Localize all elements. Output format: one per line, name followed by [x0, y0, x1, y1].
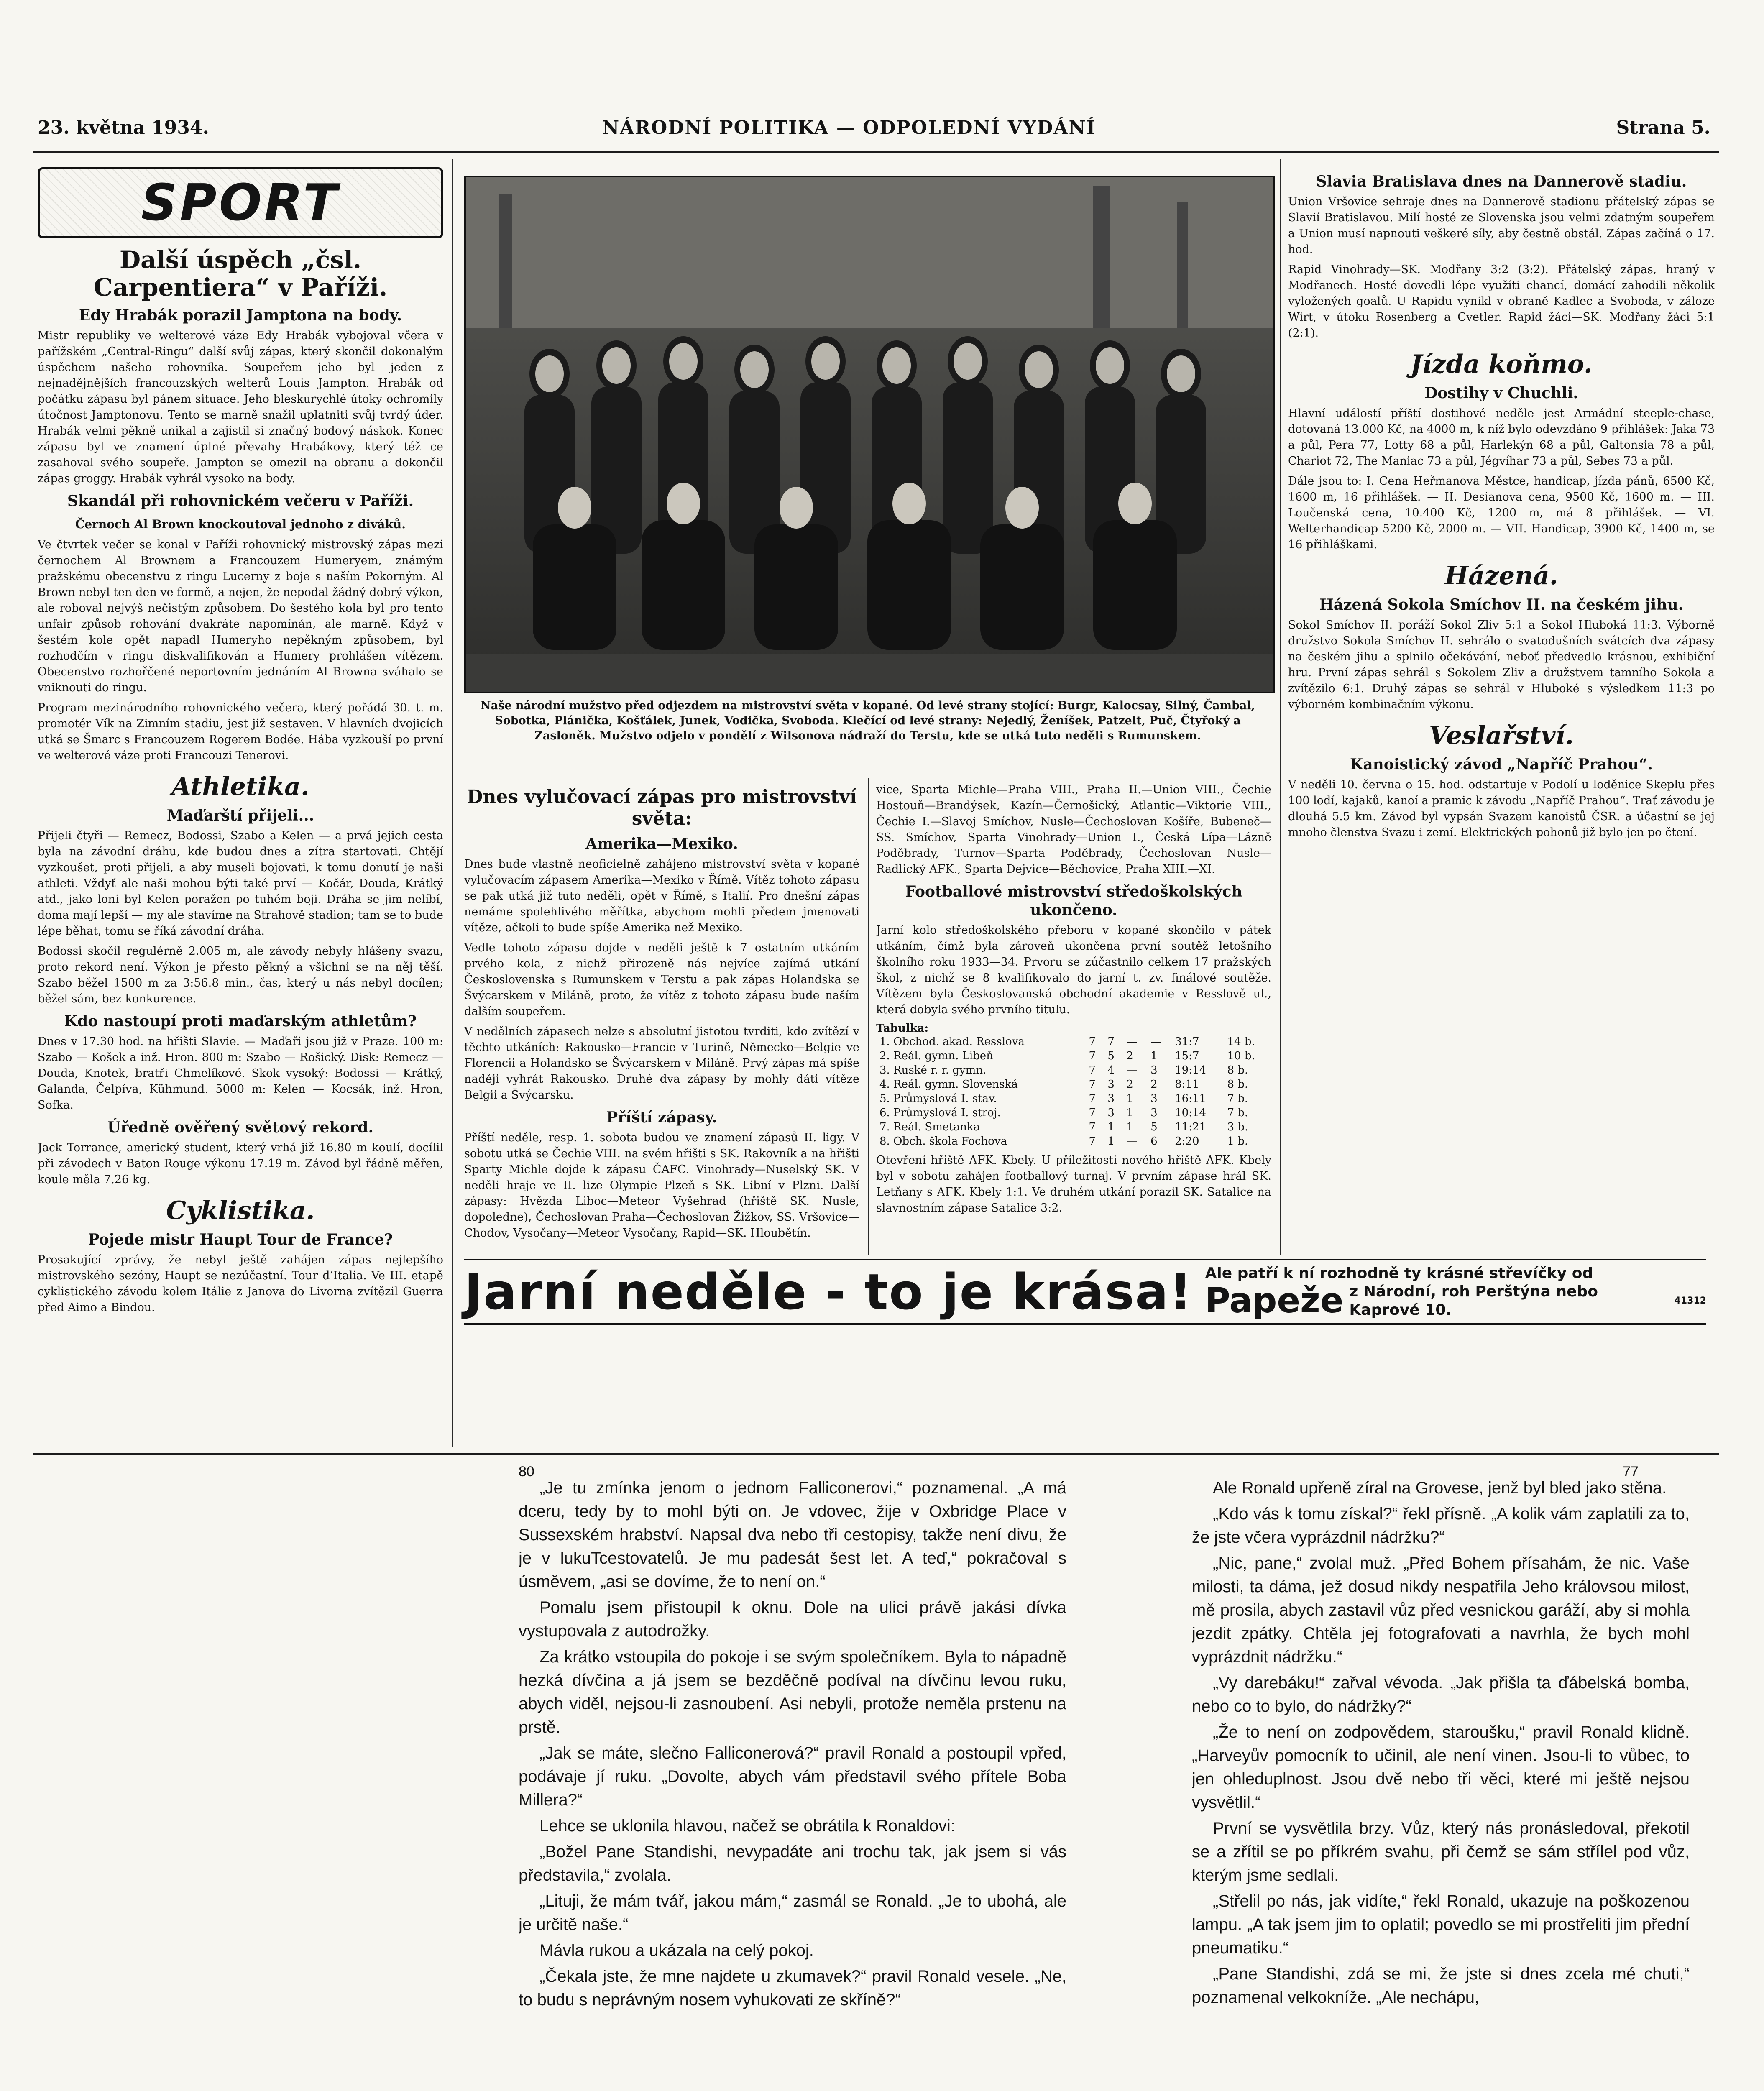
article-body: Jarní kolo středoškolského přeboru v kopané skončilo v pátek utkáním, čímž byla zároveň ukončena první soutěž letošního školního roku 1933—34. Prvoru se zúčastnilo celkem 17 pražských škol, z nichž se 8 kvalifikovalo do jarní t. zv. finálové soutěže. Vítězem byla Českoslovanská obchodní akademie v Resslově ul., která dobyla svého prvního titulu.: [876, 924, 1271, 1016]
table-cell: 2: [1150, 1078, 1158, 1091]
novel-paragraph: První se vysvětlila brzy. Vůz, který nás pronásledoval, překotil se a zřítil se po příkrém svahu, při čemž se sám střílel pod vůz, kterým jsme sedlali.: [1192, 1819, 1690, 1884]
novel-paragraph: „Lituji, že mám tvář, jakou mám,“ zasmál se Ronald. „Je to ubohá, ale je určitě naše.“: [519, 1892, 1066, 1934]
table-row: [876, 1049, 1271, 1063]
table-cell: 5: [1150, 1121, 1158, 1133]
article-body: Sokol Smíchov II. poráží Sokol Zliv 5:1 a Sokol Hluboká 11:3. Výborně družstvo Sokola Smíchov II. sehrálo o svatodušních svátcích dva zápasy na českém jihu a splnilo očekávání, neboť předvedlo krásnou, exhibiční hru. První zápas sehrál s Sokolem Zliv a družstvem tamního Sokola a zvítězilo 6:1. Druhý zápas se sehrál v Hluboké s výsledkem 11:3 po výborném kombinačním výkonu.: [1288, 619, 1715, 711]
table-cell: 1: [1126, 1092, 1133, 1105]
article-body: Ve čtvrtek večer se konal v Paříži rohovnický mistrovský zápas mezi černochem Al Brownem a Francouzem Humeryem, známým pražskému obecenstvu z ringu Lucerny z boje s naším Pokorným. Al Brown nebyl ten den ve formě, a nejen, že nepodal žádný dobrý výkon, ale roboval nejvýš nečistým způsobem. Do šestého kola byl pro tento unfair způsob rohování dvakráte napomínán, ale marně. Když v šestém kole opět napadl Humeryho nepěkným způsobem, byl rozhodčím v ringu diskvalifikován a Humery prohlášen vítězem. Obecenstvo rozhořčené neportovním jednáním Al Browna sváhalo se vniknouti do ringu.: [38, 538, 443, 694]
table-cell: 7: [1089, 1064, 1096, 1076]
article-subheadline: Maďarští přijeli...: [166, 807, 314, 824]
article-body: Příští neděle, resp. 1. sobota budou ve znamení zápasů II. ligy. V sobotu utká se Čechie VIII. na svém hřišti s SK. Rakovník a na hřišti Sparty Michle dojde k zápasu ČAFC. Vinohrady—Nuselský SK. V neděli hraje ve II. lize Olympie Plzeň s SK. Libní v Plzni. Další zápasy: Hvězda Liboc—Meteor Vyšehrad (hřiště SK. Nusle, dopoledne), Čechoslovan Praha—Čechoslovan Žižkov, SS. Vršovice—Chodov, Vysočany—Meteor Vysočany, Rapid—SK. Hloubětín.: [464, 1131, 859, 1240]
table-cell: 11:21: [1175, 1121, 1207, 1133]
table-row: [876, 1063, 1271, 1077]
table-cell: 7: [1089, 1035, 1096, 1048]
article-subheadline: Černoch Al Brown knockoutoval jednoho z diváků.: [75, 517, 406, 531]
table-cell: 1: [1126, 1121, 1133, 1133]
column-divider: [1280, 159, 1281, 1255]
table-cell: 2: [1126, 1078, 1133, 1091]
left-column: [38, 167, 443, 1447]
table-cell: 6. Průmyslová I. stroj.: [879, 1107, 1001, 1119]
section-heading-horse-riding: Jízda koňmo.: [1410, 350, 1593, 379]
section-heading-handball: Házená.: [1444, 561, 1558, 590]
table-cell: 14 b.: [1227, 1035, 1255, 1048]
center-right-column: [876, 782, 1271, 1250]
section-heading-athletics: Athletika.: [171, 772, 309, 801]
table-cell: 10:14: [1175, 1107, 1207, 1119]
novel-paragraph: „Nic, pane,“ zvolal muž. „Před Bohem přísahám, že nic. Vaše milosti, ta dáma, jež dosud nikdy nespatřila Jeho královsou milost, mě prosila, abych zastavil vůz před vesnickou garáží, aby si mohla jezdit zpátky. Chtěla jej fotografovati a navrhla, že bych mohl vyprázdnit nádržku.“: [1192, 1554, 1690, 1666]
table-cell: 6: [1150, 1135, 1158, 1148]
article-body: V neděli 10. června o 15. hod. odstartuje v Podolí u loděnice Skeplu přes 100 lodí, kajaků, kanoí a pramic k závodu „Napříč Prahou“. Trať závodu je dlouhá 5.5 km. Závod byl vypsán Svazem kanoistů ČSR. a účastní se jej mnoho členstva Svazu i zemí. Elektrických pohonů již bylo jen po čtení.: [1288, 778, 1715, 839]
table-cell: 3. Ruské r. r. gymn.: [879, 1064, 987, 1076]
novel-left-column: [519, 1476, 1066, 2091]
team-photo: [464, 176, 1275, 693]
table-cell: 3: [1107, 1092, 1115, 1105]
novel-right-column: [1192, 1476, 1690, 2091]
article-body: Otevření hřiště AFK. Kbely. U příležitosti nového hřiště AFK. Kbely byl v sobotu zahájen footballový turnaj. V prvním zápase hrál SK. Letňany s AFK. Kbely 1:1. Ve druhém utkání porazil SK. Satalice na slavnostním zápase Satalice 3:2.: [876, 1154, 1271, 1214]
article-body: Prosakující zprávy, že nebyl ještě zahájen zápas nejlepšího mistrovského sezóny, Haupt se nezúčastní. Tour d’Italia. Ve III. etapě cyklistického závodu kolem Itálie z Janova do Livorna zvítězil Guerra před Aimo a Bindou.: [38, 1253, 443, 1314]
article-body: Jack Torrance, americký student, který vrhá již 16.80 m koulí, docílil při závodech v Baton Rouge výkonu 17.19 m. Závod byl řádně měřen, koule měla 7.26 kg.: [38, 1141, 443, 1186]
table-cell: 7: [1089, 1107, 1096, 1119]
article-headline: Dnes vylučovací zápas pro mistrovství světa:: [467, 786, 857, 829]
table-cell: 1. Obchod. akad. Resslova: [879, 1035, 1025, 1048]
table-cell: 1 b.: [1227, 1135, 1248, 1148]
header-rule: [33, 151, 1719, 153]
table-cell: 7: [1089, 1092, 1096, 1105]
table-cell: —: [1150, 1035, 1162, 1048]
article-subheadline: Kanoistický závod „Napříč Prahou“.: [1350, 756, 1653, 773]
article-body: Dnes bude vlastně neoficielně zahájeno mistrovství světa v kopané vylučovacím zápasem Amerika—Mexiko v Římě. Vítěz tohoto zápasu se pak utká již tuto neděli, opět v Římě, s Italií. Pro dnešní zápas nemáme spolehlivého měřítka, abychom mohli předem jmenovati vítěze, ačkoli to bude spíše Amerika než Mexiko.: [464, 858, 859, 934]
table-cell: 3: [1150, 1064, 1158, 1076]
novel-paragraph: „Vy darebáku!“ zařval vévoda. „Jak přišla ta ďábelská bomba, nebo co to bylo, do nádržky?“: [1192, 1674, 1690, 1715]
table-cell: 7: [1089, 1121, 1096, 1133]
ad-address: z Národní, roh Perštýna nebo Kaprové 10.: [1349, 1283, 1598, 1319]
article-headline: Další úspěch „čsl. Carpentiera“ v Paříži.: [93, 245, 388, 302]
table-cell: 7. Reál. Smetanka: [879, 1121, 980, 1133]
table-cell: 10 b.: [1227, 1050, 1255, 1062]
ad-code: 41312: [1674, 1296, 1706, 1306]
table-cell: 4. Reál. gymn. Slovenská: [879, 1078, 1018, 1091]
sport-section-logo: [38, 167, 443, 238]
article-body: Dnes v 17.30 hod. na hřišti Slavie. — Maďaři jsou již v Praze. 100 m: Szabo — Košek a inž. Hron. 800 m: Szabo — Rošický. Disk: Remecz — Douda, Knotek, bratři Chmelíkové. Skok vysoký: Bodossi — Krátký, Galanda, Čelpíva, Kühmund. 5000 m: Kelen — Kocsák, inž. Hron, Sofka.: [38, 1035, 443, 1112]
shoe-advertisement: [464, 1259, 1706, 1325]
table-cell: 7 b.: [1227, 1092, 1248, 1105]
table-cell: 8. Obch. škola Fochova: [879, 1135, 1007, 1148]
table-cell: 7: [1089, 1050, 1096, 1062]
novel-paragraph: „Je tu zmínka jenom o jednom Falliconerovi,“ poznamenal. „A má dceru, tedy by to mohl býti on. Je vdovec, žije v Oxbridge Place v Sussexském hrabství. Napsal dva nebo tři cestopisy, takže není divu, že je v lukuTcestovatelů. Je mu padesát šest let. A teď,“ pokračoval s úsměvem, „asi se dovíme, že to není on.“: [519, 1479, 1066, 1591]
table-cell: 3: [1107, 1078, 1115, 1091]
table-row: [876, 1106, 1271, 1120]
table-cell: 1: [1107, 1135, 1115, 1148]
novel-paragraph: „Čekala jste, že mne najdete u zkumavek?“ pravil Ronald vesele. „Ne, to budu s neprávným nosem vyhukovati ze skříně?“: [519, 1967, 1066, 2009]
table-cell: —: [1126, 1064, 1138, 1076]
article-subheadline: Edy Hrabák porazil Jamptona na body.: [79, 307, 402, 324]
article-body: vice, Sparta Michle—Praha VIII., Praha II.—Union VIII., Čechie Hostouň—Brandýsek, Kazín—Černošický, Atlantic—Viktorie VIII., Čechie I.—Slavoj Smíchov, Nusle—Čechoslovan Košíře, Bubeneč—SS. Smíchov, Sparta Vinohrady—Union I., Česká Lípa—Lázně Poděbrady, Turnov—Sparta Poděbrady, Čechoslovan Nusle—Radlický AFK., Sparta Dejvice—Běchovice, Praha XIII.—XI.: [876, 783, 1271, 876]
novel-paragraph: Ale Ronald upřeně zíral na Grovese, jenž byl bled jako stěna.: [1213, 1479, 1667, 1497]
novel-paragraph: „Pane Standishi, zdá se mi, že jste si dnes zcela mé chuti,“ poznamenal velkokníže. „Ale nechápu,: [1192, 1965, 1690, 2007]
table-cell: 8:11: [1175, 1078, 1199, 1091]
section-heading-cycling: Cyklistika.: [166, 1196, 315, 1225]
article-body: Bodossi skočil regulérně 2.005 m, ale závody nebyly hlášeny svazu, proto rekord není. Výkon je přesto pěkný a všichni se na něj těší. Szabo běžel 1500 m za 3:56.8 min., čas, který u nás nebyl docílen; běžel sám, bez konkurence.: [38, 945, 443, 1005]
novel-paragraph: Pomalu jsem přistoupil k oknu. Dole na ulici právě jakási dívka vystupovala z autodrožky.: [519, 1598, 1066, 1640]
table-row: [876, 1077, 1271, 1092]
article-body: Dále jsou to: I. Cena Heřmanova Městce, handicap, jízda pánů, 6500 Kč, 1600 m, 16 přihlášek. — II. Desianova cena, 9500 Kč, 1600 m. — III. Loučenská cena, 10.400 Kč, 1200 m, má 8 přihlášek. — VI. Welterhandicap 5200 Kč, 2000 m. — VII. Handicap, 3900 Kč, 1400 m, se 16 přihláškami.: [1288, 475, 1715, 551]
photo-caption: Naše národní mužstvo před odjezdem na mistrovství světa v kopané. Od levé strany stojící: Burgr, Kalocsay, Silný, Čambal, Sobotka, Plánička, Košťálek, Junek, Vodička, Svoboda. Klečící od levé strany: Nejedlý, Ženíšek, Patzelt, Puč, Čtyřoký a Zasloněk. Mužstvo odjelo v pondělí z Wilsonova nádraží do Terstu, kde se utká tuto neděli s Rumunskem.: [480, 699, 1255, 742]
table-row: [876, 1134, 1271, 1148]
article-headline: Příští zápasy.: [606, 1109, 717, 1126]
table-cell: 7: [1089, 1078, 1096, 1091]
table-cell: 3 b.: [1227, 1121, 1248, 1133]
standings-title: Tabulka:: [876, 1022, 929, 1035]
novel-paragraph: „Kdo vás k tomu získal?“ řekl přísně. „A kolik vám zaplatili za to, že jste včera vyprázdnil nádržku?“: [1192, 1505, 1690, 1547]
novel-paragraph: Za krátko vstoupila do pokoje i se svým společníkem. Byla to nápadně hezká dívčina a já jsem se bezděčně podíval na dívčinu levou ruku, abych viděl, nejsou-li zasnoubení. Asi nebyli, protože neměla prstenu na prstě.: [519, 1648, 1066, 1736]
ad-slogan: Jarní neděle - to je krása!: [464, 1263, 1193, 1321]
article-body: Vedle tohoto zápasu dojde v neděli ještě k 7 ostatním utkáním prvého kola, z nichž přirozeně nás nejvíce zajímá utkání Československa s Rumunskem v Terstu a pak zápas Holandska se Švýcarskem v Miláně, proto, že vítěz z tohoto zápasu bude naším dalším soupeřem.: [464, 941, 859, 1018]
article-headline: Skandál při rohovnickém večeru v Paříži.: [67, 492, 414, 510]
article-headline: Kdo nastoupí proti maďarským athletům?: [64, 1012, 417, 1030]
table-cell: 19:14: [1175, 1064, 1207, 1076]
table-cell: 15:7: [1175, 1050, 1199, 1062]
newspaper-title: NÁRODNÍ POLITIKA — ODPOLEDNÍ VYDÁNÍ: [602, 117, 1096, 138]
article-headline: Úředně ověřený světový rekord.: [107, 1119, 373, 1136]
table-cell: 31:7: [1175, 1035, 1199, 1048]
table-cell: 3: [1150, 1107, 1158, 1119]
novel-paragraph: „Jak se máte, slečno Falliconerová?“ pravil Ronald a postoupil vpřed, podávaje jí ruku. „Dovolte, abych vám představil svého přítele Boba Millera?“: [519, 1744, 1066, 1809]
table-cell: —: [1126, 1135, 1138, 1148]
article-body: Program mezinárodního rohovnického večera, který pořádá 30. t. m. promotér Vík na Zimním stadiu, jest již sestaven. V hlavních dvojicích utká se Šmarc s Francouzem Rogerem Bodée. Hába vyzkouší po první ve welterové váze proti Francouzi Tenerovi.: [38, 701, 443, 762]
article-subheadline: Pojede mistr Haupt Tour de France?: [88, 1231, 393, 1248]
article-headline: Slavia Bratislava dnes na Dannerově stadiu.: [1316, 173, 1687, 190]
ad-name-row: [1205, 1283, 1707, 1319]
table-row: [876, 1092, 1271, 1106]
novel-folio-right: 77: [1623, 1464, 1639, 1480]
novel-paragraph: „Střelil po nás, jak vidíte,“ řekl Ronald, ukazuje na poškozenou lampu. „A tak jsem jim to oplatil; povedlo se mi prostřeliti jim přední pneumatiku.“: [1192, 1892, 1690, 1957]
table-cell: 2:20: [1175, 1135, 1199, 1148]
table-cell: 4: [1107, 1064, 1115, 1076]
article-subheadline: Amerika—Mexiko.: [585, 835, 738, 853]
novel-paragraph: Mávla rukou a ukázala na celý pokoj.: [539, 1941, 814, 1960]
article-body: Mistr republiky ve welterové váze Edy Hrabák vybojoval včera v pařížském „Central-Ringu“ další svůj zápas, který skončil dokonalým úspěchem našeho rohovníka. Soupeřem jeho byl jeden z nejnadějnějších francouzských welterů Louis Jampton. Hrabák od počátku zápasu byl pánem situace. Jeho bleskurychlé útoky ochromily útočnost Jamptonovu. Tento se marně snažil uplatniti svůj tvrdý úder. Hrabák velmi pěkně unikal a zajistil si značný bodový náskok. Konec zápasu byl ve znamení úplné převahy Hrabákovy, který též ce zasahoval svého soupeře. Jampton se omezil na obranu a dokončil zápas groggy. Hrabák vyhrál vysoko na body.: [38, 329, 443, 485]
center-left-column: [464, 782, 859, 1250]
article-headline: Footballové mistrovství středoškolských ukončeno.: [905, 883, 1242, 919]
column-divider: [868, 778, 869, 1255]
table-cell: 2. Reál. gymn. Libeň: [879, 1050, 993, 1062]
team-photo-image: [466, 177, 1273, 692]
table-cell: 3: [1150, 1092, 1158, 1105]
novel-paragraph: Lehce se uklonila hlavou, načež se obrátila k Ronaldovi:: [539, 1817, 955, 1835]
table-cell: —: [1126, 1035, 1138, 1048]
table-row: [876, 1035, 1271, 1049]
table-cell: 8 b.: [1227, 1078, 1248, 1091]
issue-date: 23. května 1934.: [38, 117, 209, 138]
table-cell: 1: [1107, 1121, 1115, 1133]
table-cell: 7: [1089, 1135, 1096, 1148]
ad-details: [1205, 1264, 1707, 1319]
page-header: [38, 117, 1710, 151]
novel-paragraph: „Božel Pane Standishi, nevypadáte ani trochu tak, jak jsem si vás představila,“ zvolala.: [519, 1843, 1066, 1884]
table-cell: 5. Průmyslová I. stav.: [879, 1092, 997, 1105]
table-cell: 7: [1107, 1035, 1115, 1048]
table-cell: 8 b.: [1227, 1064, 1248, 1076]
ad-line: Ale patří k ní rozhodně ty krásné střevíčky od: [1205, 1265, 1593, 1282]
right-column: [1288, 167, 1715, 1255]
table-cell: 5: [1107, 1050, 1115, 1062]
serial-divider: [33, 1453, 1719, 1455]
article-subheadline: Házená Sokola Smíchov II. na českém jihu.: [1319, 596, 1684, 613]
article-body: Hlavní událostí příští dostihové neděle jest Armádní steeple-chase, dotovaná 13.000 Kč, na 4000 m, k níž bylo odevzdáno 9 přihlášek: Jaka 73 a půl, Pera 77, Lotty 68 a půl, Harlekýn 68 a půl, Galtonsia 78 a půl, Chariot 72, The Maniac 73 a půl, Jégvíhar 73 a půl, Sebes 73 a půl.: [1288, 407, 1715, 468]
novel-folio-left: 80: [519, 1464, 534, 1480]
article-body: Přijeli čtyři — Remecz, Bodossi, Szabo a Kelen — a prvá jejich cesta byla na závodní dráhu, kde budou dnes a zítra startovati. Chtějí vyzkoušet, proti přijeli, a aby museli bojovati, k tomu donutí je naši athleti. Vždyť ale naši mohou býti také prví — Kočár, Douda, Krátký atd., jako loni byl Kelen poražen po tuhém boji. Dráha se jim nelíbí, doma mají lepší — my ale stavíme na Strahově stadion; tam se to bude lépe běhat, tomu se říká závodní dráha.: [38, 829, 443, 938]
table-cell: 2: [1126, 1050, 1133, 1062]
table-cell: 7 b.: [1227, 1107, 1248, 1119]
table-cell: 16:11: [1175, 1092, 1207, 1105]
page-number: Strana 5.: [1616, 117, 1710, 138]
section-heading-rowing: Veslařství.: [1429, 721, 1574, 750]
article-body: Rapid Vinohrady—SK. Modřany 3:2 (3:2). Přátelský zápas, hraný v Modřanech. Hosté dovedli lépe využíti chancí, domácí zahodili několik vyložených goalů. U Rapidu vynikl v obraně Kadlec a Svoboda, v záloze Wirt, v útoku Rosenberg a Cvetler. Rapid žáci—SK. Modřany žáci 5:1 (2:1).: [1288, 263, 1715, 340]
table-cell: 1: [1150, 1050, 1158, 1062]
column-divider: [452, 159, 453, 1447]
article-body: Union Vršovice sehraje dnes na Dannerově stadionu přátelský zápas se Slavií Bratislavou. Milí hosté ze Slovenska jsou velmi zdatným soupeřem a Union musí napnouti veškeré síly, aby čestně obstál. Zápas začíná o 17. hod.: [1288, 195, 1715, 256]
ad-shop-name: Papeže: [1205, 1281, 1344, 1321]
table-cell: 1: [1126, 1107, 1133, 1119]
standings-table: [876, 1035, 1271, 1148]
article-subheadline: Dostihy v Chuchli.: [1424, 384, 1578, 402]
article-body: V nedělních zápasech nelze s absolutní jistotou tvrditi, kdo zvítězí v těchto utkáních: Rakousko—Francie v Turině, Německo—Belgie ve Florencii a Holandsko se Švýcarskem v Miláně. Prvý zápas má spíše naději vyhrát Rakousko. Druhé dva zápasy by mohly dáti vítěze Belgii a Švýcarsku.: [464, 1025, 859, 1102]
novel-paragraph: „Že to není on zodpovědem, staroušku,“ pravil Ronald klidně. „Harveyův pomocník to učinil, ale není vinen. Jsou-li to vůbec, to jen ohleduplnost. Jsou dvě nebo tři věci, které mi ještě nejsou vysvětlil.“: [1192, 1723, 1690, 1812]
table-cell: 3: [1107, 1107, 1115, 1119]
sport-logo-text: SPORT: [141, 174, 340, 232]
table-row: [876, 1120, 1271, 1134]
